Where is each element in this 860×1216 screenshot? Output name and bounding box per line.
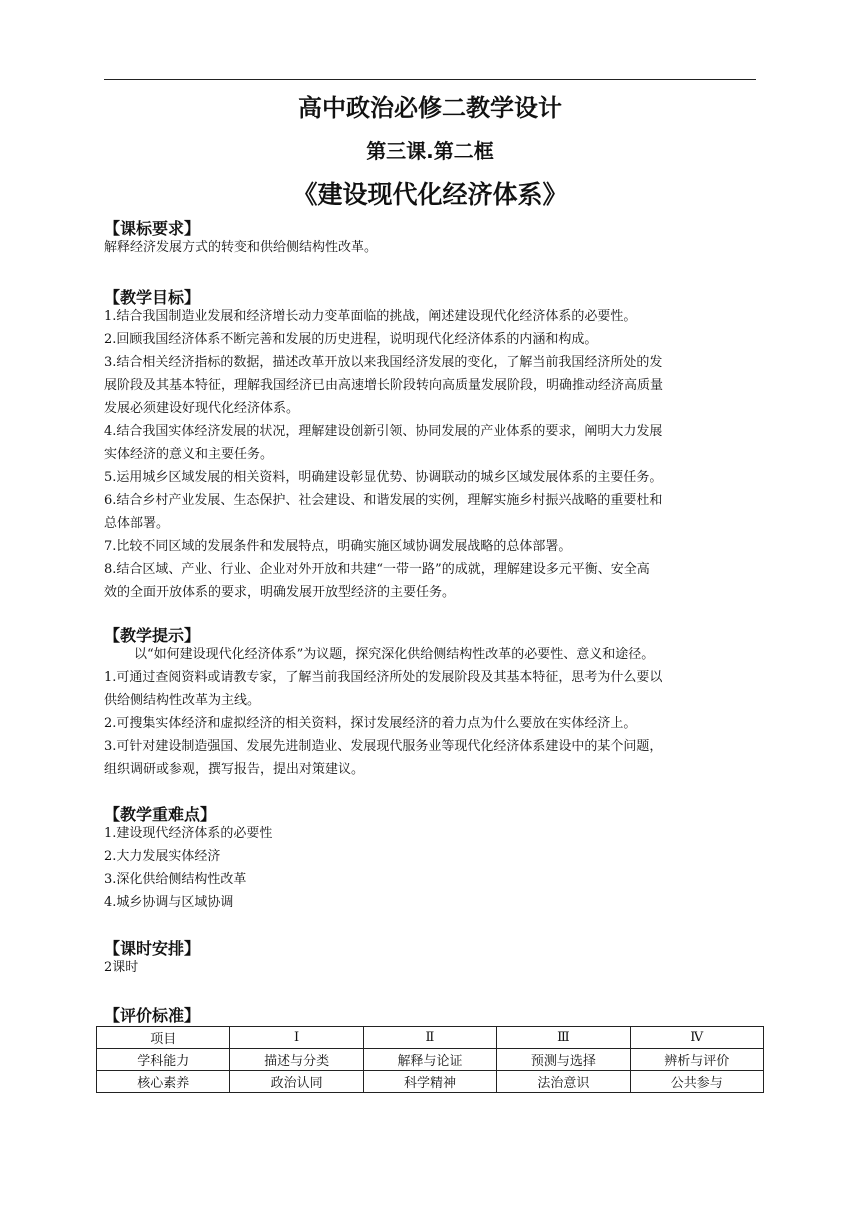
schedule-line: 2课时 [104,960,139,975]
table-cell: 预测与选择 [497,1049,630,1071]
section-heading-key-points: 【教学重难点】 [104,805,217,824]
objective-line: 7.比较不同区域的发展条件和发展特点，明确实施区域协调发展战略的总体部署。 [104,539,572,554]
hint-line: 2.可搜集实体经济和虚拟经济的相关资料，探讨发展经济的着力点为什么要放在实体经济上。 [104,716,637,731]
objective-line: 2.回顾我国经济体系不断完善和发展的历史进程，说明现代化经济体系的内涵和构成。 [104,332,598,347]
objective-line: 实体经济的意义和主要任务。 [104,447,274,462]
table-cell: Ⅱ [363,1027,496,1049]
key-point-line: 1.建设现代经济体系的必要性 [104,826,273,841]
hint-line: 1.可通过查阅资料或请教专家，了解当前我国经济所处的发展阶段及其基本特征，思考为什么要以 [104,670,663,685]
objective-line: 总体部署。 [104,516,170,531]
table-cell: 描述与分类 [230,1049,363,1071]
objective-line: 效的全面开放体系的要求，明确发展开放型经济的主要任务。 [104,585,456,600]
table-row [97,1027,764,1049]
objective-line: 1.结合我国制造业发展和经济增长动力变革面临的挑战，阐述建设现代化经济体系的必要性。 [104,309,637,324]
table-cell: 政治认同 [230,1071,363,1093]
topic-title: 《建设现代化经济体系》 [292,180,568,209]
header-rule [104,79,756,80]
objective-line: 6.结合乡村产业发展、生态保护、社会建设、和谐发展的实例，理解实施乡村振兴战略的重要杜和 [104,493,663,508]
objective-line: 3.结合相关经济指标的数据，描述改革开放以来我国经济发展的变化，了解当前我国经济所处的发 [104,355,663,370]
table-cell: 辨析与评价 [630,1049,763,1071]
section-heading-hints: 【教学提示】 [104,626,201,645]
lesson-title: 第三课.第二框 [366,139,494,163]
key-point-line: 2.大力发展实体经济 [104,849,221,864]
section-heading-standard: 【课标要求】 [104,219,201,238]
key-point-line: 4.城乡协调与区域协调 [104,895,234,910]
section-heading-objectives: 【教学目标】 [104,288,201,307]
document-title: 高中政治必修二教学设计 [298,94,562,122]
table-row [97,1049,764,1071]
table-cell: 学科能力 [97,1049,230,1071]
table-cell: Ⅳ [630,1027,763,1049]
table-cell: Ⅲ [497,1027,630,1049]
hints-intro: 以“如何建设现代化经济体系”为议题，探究深化供给侧结构性改革的必要性、意义和途径。 [134,647,655,662]
table-cell: 公共参与 [630,1071,763,1093]
table-cell: 科学精神 [363,1071,496,1093]
table-row [97,1071,764,1093]
objective-line: 4.结合我国实体经济发展的状况，理解建设创新引领、协同发展的产业体系的要求，阐明大力发展 [104,424,663,439]
standard-line: 解释经济发展方式的转变和供给侧结构性改革。 [104,240,378,255]
section-heading-schedule: 【课时安排】 [104,939,201,958]
table-cell: 核心素养 [97,1071,230,1093]
hint-line: 供给侧结构性改革为主线。 [104,693,261,708]
table-cell: 法治意识 [497,1071,630,1093]
table-cell: 项目 [97,1027,230,1049]
key-point-line: 3.深化供给侧结构性改革 [104,872,247,887]
section-heading-evaluation: 【评价标准】 [104,1006,201,1025]
hint-line: 3.可针对建设制造强国、发展先进制造业、发展现代服务业等现代化经济体系建设中的某个问题， [104,739,663,754]
objective-line: 8.结合区域、产业、行业、企业对外开放和共建“一带一路”的成就，理解建设多元平衡、安全高 [104,562,650,577]
table-cell: 解释与论证 [363,1049,496,1071]
table-cell: Ⅰ [230,1027,363,1049]
objective-line: 发展必须建设好现代化经济体系。 [104,401,300,416]
evaluation-table [96,1026,764,1093]
objective-line: 5.运用城乡区域发展的相关资料，明确建设彰显优势、协调联动的城乡区域发展体系的主要任务。 [104,470,663,485]
hint-line: 组织调研或参观，撰写报告，提出对策建议。 [104,762,365,777]
objective-line: 展阶段及其基本特征，理解我国经济已由高速增长阶段转向高质量发展阶段，明确推动经济高质量 [104,378,664,393]
